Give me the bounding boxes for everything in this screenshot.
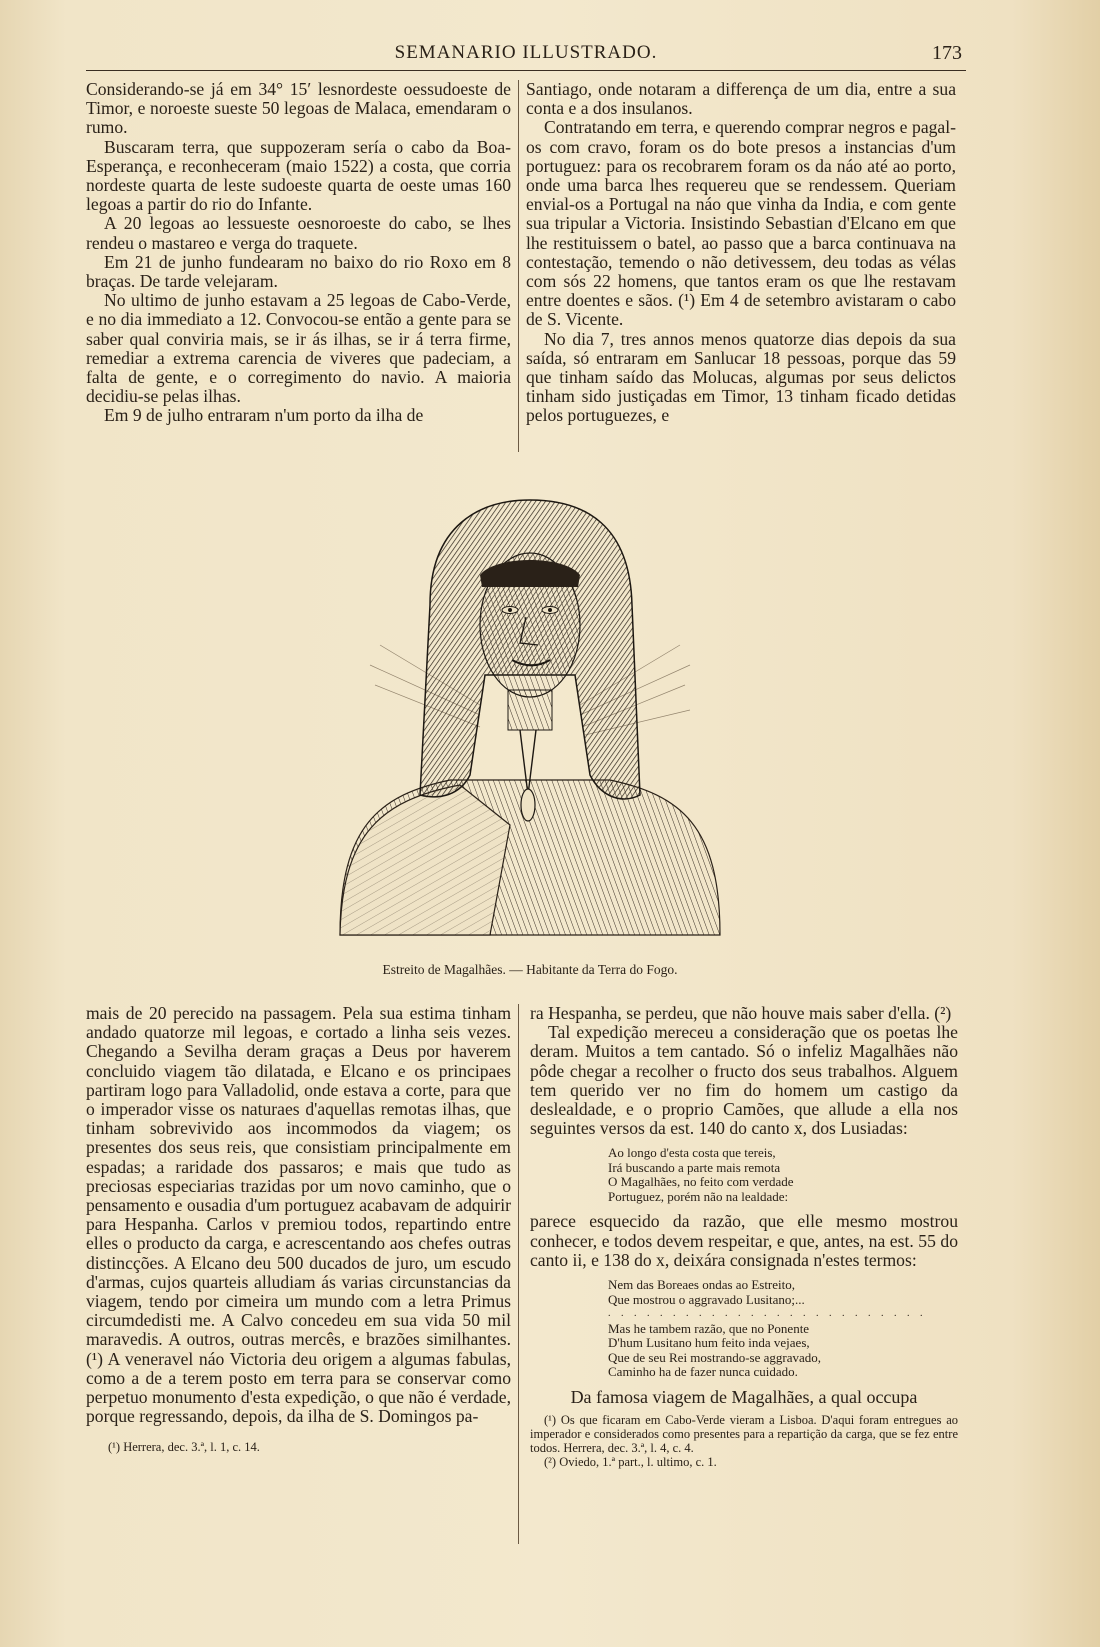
page-number: 173 bbox=[932, 42, 962, 64]
paragraph: No ultimo de junho estavam a 25 legoas de Cabo-Verde, e no dia immediato a 12. Convocou-se então a gente para se saber qual conviria mais, se ir ás ilhas, se ir á terra firme, remediar a extrema carencia de viveres que padeciam, a falta de gente, e o corregimento do navio. A maioria decidiu-se pelas ilhas. bbox=[86, 290, 511, 407]
section-heading: Da famosa viagem de Magalhães, a qual occupa bbox=[570, 1386, 918, 1407]
paragraph: A 20 legoas ao lessueste oesnoroeste do cabo, se lhes rendeu o mastareo e verga do traquete. bbox=[86, 213, 511, 253]
verse-line: D'hum Lusitano hum feito inda vejaes, bbox=[608, 1335, 810, 1351]
verse-lusiadas-ii-55 bbox=[608, 1278, 958, 1380]
paragraph: Buscaram terra, que suppozeram sería o cabo da Boa-Esperança, e reconheceram (maio 1522) a costa, que corria nordeste quarta de leste sudoeste quarta de oeste umas 160 legoas a partir do rio do Infante. bbox=[86, 136, 511, 215]
paragraph: Em 21 de junho fundearam no baixo do rio Roxo em 8 braças. De tarde velejaram. bbox=[86, 251, 511, 292]
verse-line: Mas he tambem razão, que no Ponente bbox=[608, 1320, 810, 1336]
illustration-caption: Estreito de Magalhães. — Habitante da Terra do Fogo. bbox=[382, 962, 678, 977]
column-bottom-right bbox=[530, 1004, 958, 1469]
paragraph: Contratando em terra, e querendo comprar negros e pagal-os com cravo, foram os do bote presos a instancias d'um portuguez: para os recobrarem foram os da náo até ao porto, onde uma barca lhes requereu que se rendessem. Queriam envial-os a Portugal na náo que vinha da India, e com gente sua tripular a Victoria. Insistindo Sebastian d'Elcano em que lhe restituissem o batel, ao passo que a barca continuava na contestação, temendo o não detivessem, deu todas as vélas com sós 22 homens, que tantos eram os que lhe restavam entre doentes e sãos. (¹) Em 4 de setembro avistaram o cabo de S. Vicente. bbox=[526, 117, 956, 330]
paragraph: Em 9 de julho entraram n'um porto da ilha de bbox=[104, 405, 424, 426]
verse-line: O Magalhães, no feito com verdade bbox=[608, 1174, 794, 1190]
paragraph: ra Hespanha, se perdeu, que não houve mais saber d'ella. (²) bbox=[530, 1003, 952, 1023]
verse-line: Que mostrou o aggravado Lusitano;... bbox=[608, 1291, 805, 1307]
verse-ellipsis: . . . . . . . . . . . . . . . . . . . . . . . . . bbox=[608, 1308, 927, 1320]
page-header bbox=[86, 40, 966, 71]
column-top-right bbox=[526, 80, 956, 426]
paragraph: mais de 20 perecido na passagem. Pela sua estima tinham andado quatorze mil legoas, e cortado a linha seis vezes. Chegando a Sevilha deram graças a Deus por haverem concluido viagem tão dilatada, e Elcano e os principaes partiram logo para Valladolid, onde estava a corte, para que o imperador visse os naturaes d'aquellas remotas ilhas, que tinham sobrevivido aos incommodos da viagem; os presentes dos seus reis, que consistiam principalmente em espadas; a raridade dos passaros; e mais que tudo as preciosas especiarias trazidas por um novo caminho, que o pensamento e ousadia d'um portuguez acabavam de adquirir para Hespanha. Carlos v premiou todos, repartindo entre elles o producto da carga, e acrescentando aos chefes outras distincções. A Elcano deu 500 ducados de juro, um escudo d'armas, cujos quarteis alludiam ás varias circunstancias da viagem, tendo por cimeira um mundo com a letra Primus circumdedisti me. A Calvo concedeu em sua vida 50 mil maravedis. A outros, outras mercês, e brazões similhantes. (¹) A veneravel náo Victoria deu origem a algumas fabulas, como a de a terem posto em terra para se conservar como perpetuo monumento d'esta expedição, o que não é verdade, porque regressando, depois, da ilha de S. Domingos pa- bbox=[86, 1003, 511, 1427]
column-top-left bbox=[86, 80, 511, 426]
footnote: (¹) Herrera, dec. 3.ª, l. 1, c. 14. bbox=[108, 1440, 260, 1455]
paragraph: Considerando-se já em 34° 15′ lesnordeste oessudoeste de Timor, e noroeste sueste 50 legoas de Malaca, emendaram o rumo. bbox=[86, 79, 511, 138]
column-rule-top bbox=[518, 80, 519, 452]
verse-lusiadas-x-140 bbox=[608, 1146, 958, 1204]
paragraph: parece esquecido da razão, que elle mesmo mostrou conhecer, e todos devem respeitar, e que, antes, na est. 55 do canto ii, e 138 do x, deixára consignada n'estes termos: bbox=[530, 1211, 958, 1270]
paragraph: Tal expedição mereceu a consideração que os poetas lhe deram. Muitos a tem cantado. Só o infeliz Magalhães não pôde chegar a recolher o fructo dos seus trabalhos. Alguem tem querido ver no fim do homem um castigo da deslealdade, e o proprio Camões, que allude a ella nos seguintes versos da est. 140 do canto x, dos Lusiadas: bbox=[530, 1022, 958, 1139]
footnote: (²) Oviedo, 1.ª part., l. ultimo, c. 1. bbox=[544, 1454, 717, 1469]
verse-line: Caminho ha de fazer nunca cuidado. bbox=[608, 1364, 798, 1380]
verse-line: Que de seu Rei mostrando-se aggravado, bbox=[608, 1349, 821, 1365]
footnote: (¹) Os que ficaram em Cabo-Verde vieram a Lisboa. D'aqui foram entregues ao imperador e considerados como presentes para a repartição da carga, que se fez entre todos. Herrera, dec. 3.ª, l. 4, c. 4. bbox=[530, 1412, 958, 1455]
portrait-engraving bbox=[320, 495, 740, 945]
paragraph: No dia 7, tres annos menos quatorze dias depois da sua saída, só entraram em Sanlucar 18 pessoas, porque das 59 que tinham saído das Molucas, algumas por seus delictos tinham sido justiçadas em Timor, 13 tinham ficado detidas pelos portuguezes, e bbox=[526, 328, 956, 426]
column-bottom-left bbox=[86, 1004, 511, 1454]
verse-line: Nem das Boreaes ondas ao Estreito, bbox=[608, 1277, 796, 1293]
paragraph: Santiago, onde notaram a differença de um dia, entre a sua conta e a dos insulanos. bbox=[526, 79, 956, 119]
engraved-portrait-illustration bbox=[320, 495, 740, 945]
running-title: SEMANARIO ILLUSTRADO. bbox=[394, 42, 658, 63]
verse-line: Portuguez, porém não na lealdade: bbox=[608, 1188, 789, 1204]
verse-line: Ao longo d'esta costa que tereis, bbox=[608, 1145, 776, 1161]
verse-line: Irá buscando a parte mais remota bbox=[608, 1159, 781, 1175]
column-rule-bottom bbox=[518, 1004, 519, 1544]
